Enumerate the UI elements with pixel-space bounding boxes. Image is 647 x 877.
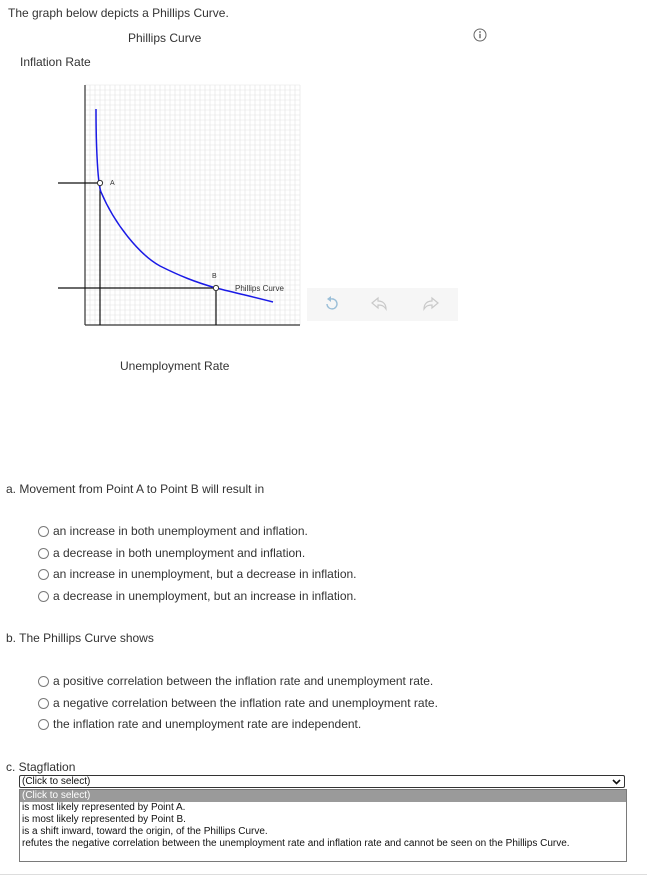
question-a-option-4[interactable] (38, 589, 357, 603)
phillips-curve-graph[interactable] (0, 0, 647, 380)
option-label: a decrease in unemployment, but an increase in inflation. (53, 589, 357, 603)
curve-label: Phillips Curve (235, 284, 284, 293)
chevron-down-icon (612, 777, 621, 786)
radio-button[interactable] (38, 548, 49, 559)
y-axis-label: Inflation Rate (20, 55, 91, 69)
question-b-option-2[interactable] (38, 696, 438, 710)
option-label: the inflation rate and unemployment rate are independent. (53, 717, 362, 731)
point-a-label: A (110, 180, 115, 187)
x-axis-label: Unemployment Rate (120, 359, 230, 373)
question-b-option-1[interactable] (38, 674, 433, 688)
option-label: a decrease in both unemployment and inflation. (53, 546, 306, 560)
dropdown-option[interactable]: refutes the negative correlation between the unemployment rate and inflation rate and cannot be seen on the Phillips Curve. (22, 838, 570, 849)
dropdown-option[interactable]: (Click to select) (20, 790, 626, 802)
point-b-label: B (212, 273, 217, 280)
question-a-prompt: a. Movement from Point A to Point B will result in (6, 482, 265, 496)
question-a-option-3[interactable] (38, 567, 357, 581)
stagflation-dropdown-list (19, 789, 627, 862)
reset-icon[interactable] (322, 295, 342, 313)
dropdown-option[interactable]: is a shift inward, toward the origin, of the Phillips Curve. (22, 826, 268, 837)
radio-button[interactable] (38, 676, 49, 687)
question-b-option-3[interactable] (38, 717, 361, 731)
radio-button[interactable] (38, 719, 49, 730)
option-label: an increase in both unemployment and inflation. (53, 524, 308, 538)
dropdown-option[interactable]: is most likely represented by Point A. (22, 802, 186, 813)
radio-button[interactable] (38, 591, 49, 602)
divider (0, 874, 647, 875)
select-value: (Click to select) (22, 776, 91, 787)
point-b-marker (213, 285, 218, 290)
radio-button[interactable] (38, 526, 49, 537)
stagflation-select[interactable] (19, 775, 625, 788)
option-label: a positive correlation between the inflation rate and unemployment rate. (53, 674, 434, 688)
chart-series-phillips-curve (96, 109, 273, 302)
undo-icon[interactable] (369, 295, 389, 313)
question-a-option-1[interactable] (38, 524, 308, 538)
dropdown-option[interactable]: is most likely represented by Point B. (22, 814, 186, 825)
point-a-marker (97, 180, 102, 185)
question-a-option-2[interactable] (38, 546, 305, 560)
intro-text: The graph below depicts a Phillips Curve. (8, 6, 229, 20)
graph-toolbar (307, 288, 458, 321)
option-label: an increase in unemployment, but a decrease in inflation. (53, 567, 357, 581)
radio-button[interactable] (38, 569, 49, 580)
redo-icon[interactable] (421, 295, 441, 313)
question-b-prompt: b. The Phillips Curve shows (6, 631, 154, 645)
chart-title: Phillips Curve (128, 31, 202, 45)
radio-button[interactable] (38, 698, 49, 709)
question-c-prompt: c. Stagflation (6, 760, 76, 774)
option-label: a negative correlation between the inflation rate and unemployment rate. (53, 696, 438, 710)
